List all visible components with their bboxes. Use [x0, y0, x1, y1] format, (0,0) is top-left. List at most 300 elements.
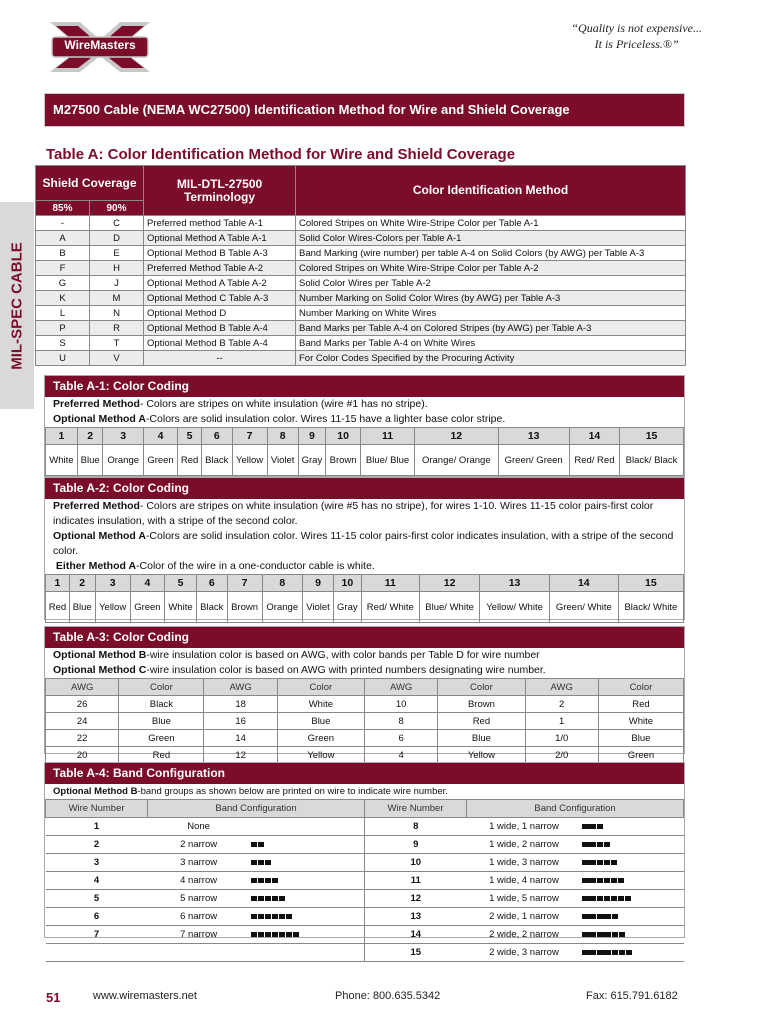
table-cell: Black — [119, 696, 204, 713]
col-band-config: Band Configuration — [148, 800, 365, 818]
table-a3-line-1: Optional Method B-wire insulation color is based on AWG, with color bands per Table D for wire number — [53, 649, 540, 661]
table-cell: J — [90, 276, 144, 291]
table-cell: Yellow — [438, 747, 525, 764]
band-label: 1 wide, 3 narrow — [489, 857, 559, 868]
table-cell: Blue — [119, 713, 204, 730]
table-a4 — [44, 762, 685, 958]
wide-band — [597, 932, 611, 937]
wire-color: Blue/ White — [419, 592, 479, 623]
table-a2-title: Table A-2: Color Coding — [45, 478, 684, 499]
narrow-band — [258, 878, 264, 883]
narrow-band — [611, 878, 617, 883]
narrow-band — [272, 896, 278, 901]
table-cell: Green — [598, 747, 683, 764]
wire-number: 14 — [569, 428, 619, 445]
wire-color: Gray — [334, 592, 362, 623]
wire-number: 3 — [95, 575, 130, 592]
wide-band — [582, 860, 596, 865]
table-cell: Blue — [438, 730, 525, 747]
side-tab — [0, 202, 34, 409]
col-85: 85% — [36, 201, 90, 216]
band-graphic — [581, 890, 683, 908]
table-row — [46, 713, 684, 730]
col-awg: AWG — [364, 679, 437, 696]
wire-number: 12 — [364, 890, 466, 908]
wire-color: Orange — [103, 445, 143, 476]
table-a3 — [44, 626, 685, 761]
table-row — [46, 890, 684, 908]
col-color: Color — [598, 679, 683, 696]
table-cell: R — [90, 321, 144, 336]
table-cell: 4 — [364, 747, 437, 764]
wire-number: 13 — [498, 428, 569, 445]
table-row — [46, 836, 684, 854]
narrow-band — [251, 860, 257, 865]
band-graphic — [581, 872, 683, 890]
wire-number: 13 — [364, 908, 466, 926]
band-graphic — [581, 926, 683, 944]
col-wire-number: Wire Number — [364, 800, 466, 818]
narrow-band — [251, 878, 257, 883]
table-row — [46, 730, 684, 747]
table-cell: Solid Color Wires-Colors per Table A-1 — [296, 231, 686, 246]
wire-number: 2 — [77, 428, 103, 445]
table-row — [36, 246, 686, 261]
wire-number: 15 — [364, 944, 466, 962]
table-cell: Green — [277, 730, 364, 747]
narrow-band — [265, 932, 271, 937]
wire-number: 1 — [93, 821, 100, 832]
table-cell: Optional Method A Table A-1 — [144, 231, 296, 246]
narrow-band — [604, 842, 610, 847]
wire-number: 15 — [620, 428, 684, 445]
table-cell: Solid Color Wires per Table A-2 — [296, 276, 686, 291]
table-a3-line-2: Optional Method C-wire insulation color is based on AWG with printed numbers designating wire number. — [53, 664, 546, 676]
wire-number: 4 — [143, 428, 177, 445]
wire-number: 7 — [232, 428, 267, 445]
table-cell: Optional Method B Table A-3 — [144, 246, 296, 261]
table-a1 — [44, 375, 685, 477]
table-cell: 12 — [204, 747, 277, 764]
table-cell: Band Marks per Table A-4 on Colored Stripes (by AWG) per Table A-3 — [296, 321, 686, 336]
table-cell: N — [90, 306, 144, 321]
narrow-band — [612, 950, 618, 955]
wire-number: 9 — [298, 428, 326, 445]
table-cell: Red — [598, 696, 683, 713]
page-number: 51 — [46, 990, 61, 1005]
wide-band — [597, 950, 611, 955]
band-label: None — [187, 821, 210, 832]
table-row — [46, 872, 684, 890]
quote — [571, 20, 702, 52]
wire-color-row — [46, 592, 684, 623]
wire-number: 7 — [227, 575, 262, 592]
table-cell: Number Marking on White Wires — [296, 306, 686, 321]
wire-number: 6 — [93, 911, 100, 922]
narrow-band — [251, 896, 257, 901]
band-label: 2 wide, 1 narrow — [489, 911, 559, 922]
wide-band — [582, 878, 596, 883]
table-cell: L — [36, 306, 90, 321]
wire-color: Red — [46, 592, 70, 623]
wire-number: 10 — [334, 575, 362, 592]
narrow-band — [618, 896, 624, 901]
wide-band — [582, 914, 596, 919]
table-row — [46, 747, 684, 764]
table-cell: T — [90, 336, 144, 351]
narrow-band — [279, 896, 285, 901]
wire-number: 1 — [46, 575, 70, 592]
wide-band — [582, 824, 596, 829]
table-header-row — [46, 679, 684, 696]
table-cell: 6 — [364, 730, 437, 747]
table-row — [46, 908, 684, 926]
wire-number: 5 — [165, 575, 197, 592]
table-cell: Blue — [598, 730, 683, 747]
col-color-method: Color Identification Method — [296, 166, 686, 216]
wire-color: Orange/ Orange — [415, 445, 499, 476]
wire-color: Yellow/ White — [480, 592, 550, 623]
table-cell: Optional Method B Table A-4 — [144, 321, 296, 336]
narrow-band — [265, 914, 271, 919]
table-cell: U — [36, 351, 90, 366]
wire-color: Yellow — [232, 445, 267, 476]
narrow-band — [286, 932, 292, 937]
table-cell: 2 — [525, 696, 598, 713]
narrow-band — [612, 914, 618, 919]
table-row — [36, 306, 686, 321]
table-cell: Optional Method B Table A-4 — [144, 336, 296, 351]
band-graphic — [581, 818, 683, 836]
narrow-band — [279, 914, 285, 919]
col-color: Color — [119, 679, 204, 696]
table-row — [46, 926, 684, 944]
col-90: 90% — [90, 201, 144, 216]
wire-number: 14 — [364, 926, 466, 944]
wire-number: 12 — [419, 575, 479, 592]
narrow-band — [604, 860, 610, 865]
band-label: 1 wide, 1 narrow — [489, 821, 559, 832]
table-row — [46, 944, 684, 962]
website-link[interactable]: www.wiremasters.net — [93, 990, 197, 1002]
table-cell: Red — [119, 747, 204, 764]
page-banner: M27500 Cable (NEMA WC27500) Identification Method for Wire and Shield Coverage — [44, 93, 685, 127]
table-a-title: Table A: Color Identification Method for Wire and Shield Coverage — [46, 146, 516, 163]
table-cell: Yellow — [277, 747, 364, 764]
table-a2-grid — [45, 574, 684, 623]
wire-color: Violet — [267, 445, 298, 476]
table-cell: 10 — [364, 696, 437, 713]
table-cell: Preferred method Table A-1 — [144, 216, 296, 231]
wide-band — [597, 914, 611, 919]
table-cell: M — [90, 291, 144, 306]
table-cell: Band Marks per Table A-4 on White Wires — [296, 336, 686, 351]
wire-number: 12 — [415, 428, 499, 445]
wire-color: White — [46, 445, 78, 476]
table-cell: Optional Method D — [144, 306, 296, 321]
narrow-band — [258, 896, 264, 901]
table-a4-title: Table A-4: Band Configuration — [45, 763, 684, 784]
band-label: 1 wide, 5 narrow — [489, 893, 559, 904]
wide-band — [582, 896, 596, 901]
wire-color: Green/ White — [549, 592, 618, 623]
wire-number: 1 — [46, 428, 78, 445]
wire-number: 11 — [364, 872, 466, 890]
wire-color: Green — [130, 592, 164, 623]
table-row — [36, 336, 686, 351]
table-cell: 22 — [46, 730, 119, 747]
band-label: 2 wide, 2 narrow — [489, 929, 559, 940]
table-cell: White — [277, 696, 364, 713]
narrow-band — [293, 932, 299, 937]
table-cell: S — [36, 336, 90, 351]
wire-number-row — [46, 428, 684, 445]
col-awg: AWG — [525, 679, 598, 696]
table-cell: K — [36, 291, 90, 306]
wire-number: 14 — [549, 575, 618, 592]
wire-number: 5 — [178, 428, 202, 445]
table-a1-line-2: Optional Method A-Colors are solid insulation color. Wires 11-15 have a lighter base color stripe. — [53, 413, 506, 425]
table-cell: 20 — [46, 747, 119, 764]
logo-text: WireMasters — [64, 38, 136, 52]
wire-color: Black/ White — [618, 592, 683, 623]
narrow-band — [258, 860, 264, 865]
wire-number: 8 — [267, 428, 298, 445]
narrow-band — [611, 896, 617, 901]
narrow-band — [265, 878, 271, 883]
wire-color: Orange — [262, 592, 303, 623]
narrow-band — [597, 842, 603, 847]
wire-color: Red/ White — [361, 592, 419, 623]
band-graphic — [581, 836, 683, 854]
wire-number: 13 — [480, 575, 550, 592]
narrow-band — [279, 932, 285, 937]
band-graphic — [581, 908, 683, 926]
wiremasters-logo — [46, 18, 154, 74]
table-cell: 16 — [204, 713, 277, 730]
table-row — [36, 276, 686, 291]
band-graphic — [250, 836, 365, 854]
table-cell: Preferred Method Table A-2 — [144, 261, 296, 276]
table-cell: White — [598, 713, 683, 730]
table-cell: Colored Stripes on White Wire-Stripe Color per Table A-2 — [296, 261, 686, 276]
table-row — [46, 818, 684, 836]
band-label: 7 narrow — [180, 929, 218, 940]
table-cell: P — [36, 321, 90, 336]
table-a1-line-1: Preferred Method- Colors are stripes on white insulation (wire #1 has no stripe). — [53, 398, 428, 410]
wire-color-row — [46, 445, 684, 476]
narrow-band — [604, 896, 610, 901]
band-graphic — [250, 872, 365, 890]
band-label: 2 narrow — [180, 839, 218, 850]
wire-number: 7 — [93, 929, 100, 940]
wire-number: 5 — [93, 893, 100, 904]
wire-color: Yellow — [95, 592, 130, 623]
narrow-band — [612, 932, 618, 937]
side-tab-label: MIL-SPEC CABLE — [8, 241, 26, 370]
quote-line-2: It is Priceless.®” — [594, 37, 679, 51]
wire-number: 10 — [326, 428, 361, 445]
table-cell: Red — [438, 713, 525, 730]
wire-number-row — [46, 575, 684, 592]
narrow-band — [286, 914, 292, 919]
fax-number: Fax: 615.791.6182 — [586, 990, 678, 1002]
col-color: Color — [277, 679, 364, 696]
narrow-band — [251, 914, 257, 919]
table-cell: D — [90, 231, 144, 246]
table-cell: 18 — [204, 696, 277, 713]
table-cell: F — [36, 261, 90, 276]
table-cell: Green — [119, 730, 204, 747]
wire-number: 8 — [364, 818, 466, 836]
band-label: 1 wide, 2 narrow — [489, 839, 559, 850]
col-band-config: Band Configuration — [467, 800, 684, 818]
wire-number: 4 — [93, 875, 100, 886]
table-cell: - — [36, 216, 90, 231]
narrow-band — [597, 896, 603, 901]
narrow-band — [265, 896, 271, 901]
narrow-band — [272, 932, 278, 937]
table-cell: 8 — [364, 713, 437, 730]
wide-band — [582, 950, 596, 955]
table-cell: E — [90, 246, 144, 261]
band-label: 4 narrow — [180, 875, 218, 886]
wire-number: 11 — [361, 428, 415, 445]
band-graphic — [250, 890, 365, 908]
phone-number: Phone: 800.635.5342 — [335, 990, 441, 1002]
table-a2 — [44, 477, 685, 620]
table-row — [36, 351, 686, 366]
wire-number: 3 — [93, 857, 100, 868]
wire-color: Blue — [69, 592, 95, 623]
narrow-band — [258, 932, 264, 937]
empty-cell — [46, 944, 365, 962]
table-cell: Optional Method C Table A-3 — [144, 291, 296, 306]
narrow-band — [626, 950, 632, 955]
table-a2-line-2: Optional Method A-Colors are solid insulation color. Wires 11-15 color pairs-first color indicates insulation, with a stripe of the second color. — [53, 530, 674, 557]
table-cell: Blue — [277, 713, 364, 730]
wire-color: Green — [143, 445, 177, 476]
table-cell: H — [90, 261, 144, 276]
band-graphic — [250, 818, 365, 836]
wire-number: 11 — [361, 575, 419, 592]
wire-color: Gray — [298, 445, 326, 476]
narrow-band — [611, 860, 617, 865]
table-cell: 1 — [525, 713, 598, 730]
wire-color: Brown — [326, 445, 361, 476]
narrow-band — [251, 932, 257, 937]
band-graphic — [250, 854, 365, 872]
table-cell: G — [36, 276, 90, 291]
wire-color: Blue/ Blue — [361, 445, 415, 476]
narrow-band — [604, 878, 610, 883]
table-cell: B — [36, 246, 90, 261]
col-mil-terminology: MIL-DTL-27500 Terminology — [144, 166, 296, 216]
table-a3-grid — [45, 678, 684, 764]
wire-number: 15 — [618, 575, 683, 592]
table-cell: Band Marking (wire number) per table A-4 on Solid Colors (by AWG) per Table A-3 — [296, 246, 686, 261]
table-cell: 14 — [204, 730, 277, 747]
narrow-band — [597, 824, 603, 829]
band-graphic — [250, 926, 365, 944]
wire-color: Green/ Green — [498, 445, 569, 476]
col-awg: AWG — [204, 679, 277, 696]
table-cell: Brown — [438, 696, 525, 713]
band-label: 6 narrow — [180, 911, 218, 922]
table-a4-grid — [45, 799, 684, 962]
wire-number: 3 — [103, 428, 143, 445]
band-graphic — [581, 944, 683, 962]
wire-color: Brown — [227, 592, 262, 623]
table-cell: -- — [144, 351, 296, 366]
wire-color: Black — [201, 445, 232, 476]
table-cell: C — [90, 216, 144, 231]
narrow-band — [272, 914, 278, 919]
table-a3-title: Table A-3: Color Coding — [45, 627, 684, 648]
table-a4-line-1: Optional Method B-band groups as shown below are printed on wire to indicate wire number. — [53, 786, 448, 797]
band-label: 3 narrow — [180, 857, 218, 868]
table-cell: 1/0 — [525, 730, 598, 747]
wire-color: Violet — [303, 592, 334, 623]
wire-color: Red — [178, 445, 202, 476]
table-row — [46, 854, 684, 872]
band-label: 2 wide, 3 narrow — [489, 947, 559, 958]
narrow-band — [258, 842, 264, 847]
table-row — [36, 291, 686, 306]
band-graphic — [250, 908, 365, 926]
narrow-band — [272, 878, 278, 883]
wide-band — [582, 932, 596, 937]
table-a2-line-3: Either Method A-Color of the wire in a one-conductor cable is white. — [55, 560, 375, 572]
wire-number: 6 — [196, 575, 227, 592]
wire-number: 6 — [201, 428, 232, 445]
table-a1-title: Table A-1: Color Coding — [45, 376, 684, 397]
wire-number: 2 — [93, 839, 100, 850]
quote-line-1: “Quality is not expensive... — [571, 21, 702, 35]
table-cell: Optional Method A Table A-2 — [144, 276, 296, 291]
col-awg: AWG — [46, 679, 119, 696]
table-row — [46, 696, 684, 713]
table-a2-line-1: Preferred Method- Colors are stripes on white insulation (wire #5 has no stripe), for wires 1-10. Wires 11-15 color pairs-first color indicates insulation, with a stripe of the second color. — [53, 500, 654, 527]
wire-number: 9 — [364, 836, 466, 854]
band-graphic — [581, 854, 683, 872]
band-label: 5 narrow — [180, 893, 218, 904]
wide-band — [582, 842, 596, 847]
wire-color: White — [165, 592, 197, 623]
table-a — [35, 165, 686, 366]
table-cell: A — [36, 231, 90, 246]
table-cell: Colored Stripes on White Wire-Stripe Color per Table A-1 — [296, 216, 686, 231]
table-row — [36, 321, 686, 336]
col-color: Color — [438, 679, 525, 696]
table-cell: 2/0 — [525, 747, 598, 764]
table-a1-grid — [45, 427, 684, 476]
narrow-band — [597, 878, 603, 883]
table-cell: V — [90, 351, 144, 366]
wire-color: Red/ Red — [569, 445, 619, 476]
wire-number: 8 — [262, 575, 303, 592]
col-wire-number: Wire Number — [46, 800, 148, 818]
band-label: 1 wide, 4 narrow — [489, 875, 559, 886]
narrow-band — [618, 878, 624, 883]
table-header-row — [46, 800, 684, 818]
wire-number: 10 — [364, 854, 466, 872]
table-cell: Number Marking on Solid Color Wires (by AWG) per Table A-3 — [296, 291, 686, 306]
narrow-band — [619, 932, 625, 937]
table-cell: 24 — [46, 713, 119, 730]
table-row — [36, 231, 686, 246]
wire-color: Black/ Black — [620, 445, 684, 476]
